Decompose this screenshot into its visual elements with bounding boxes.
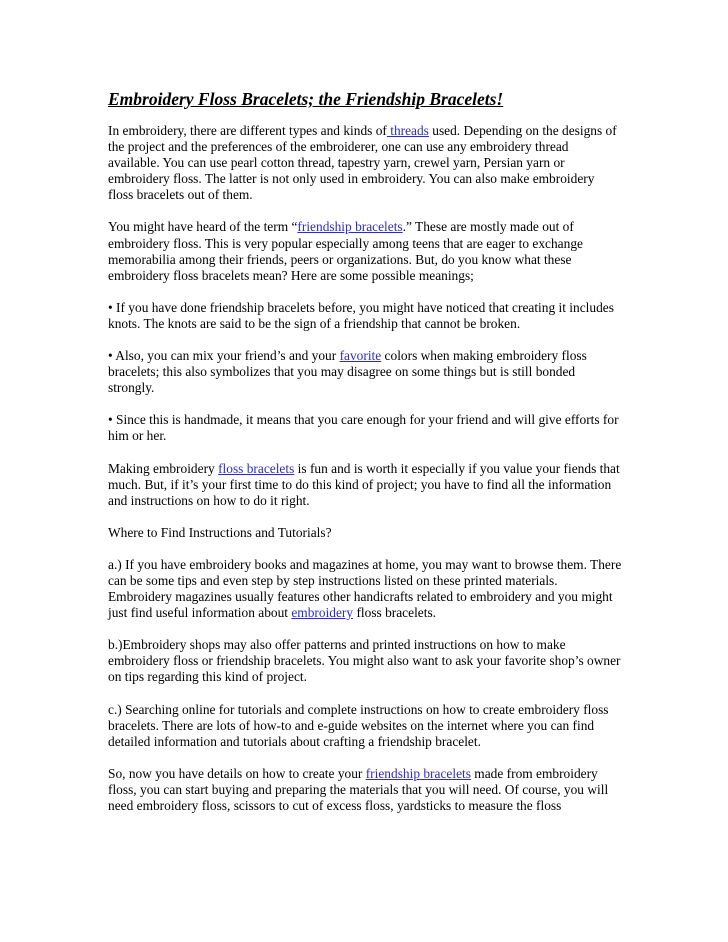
paragraph-conclusion-text-end: made from embroidery floss, you can start buying and preparing the materials that you will need. Of course, you will need embroidery floss, scissors to cut of excess floss, yardsticks to measure the floss bbox=[108, 765, 609, 813]
paragraph-friendship-term bbox=[108, 219, 623, 283]
link-threads[interactable]: threads bbox=[386, 123, 429, 138]
paragraph-shops: b.)Embroidery shops may also offer patterns and printed instructions on how to make embroidery floss or friendship bracelets. You might also want to ask your favorite shop’s owner on tips regarding this kind of project. bbox=[108, 637, 621, 685]
paragraph-bullet-knots: • If you have done friendship bracelets before, you might have noticed that creating it includes knots. The knots are said to be the sign of a friendship that cannot be broken. bbox=[108, 299, 614, 331]
paragraph-intro-text-start: In embroidery, there are different types and kinds of bbox=[108, 123, 387, 138]
paragraph-books-magazines-text-end: floss bracelets. bbox=[353, 605, 437, 621]
paragraph-bullet-colors-text-end: colors when making embroidery floss bracelets; this also symbolizes that you may disagree on some things but is still bonded strongly. bbox=[108, 348, 587, 396]
link-embroidery[interactable]: embroidery bbox=[291, 605, 354, 621]
paragraph-conclusion bbox=[108, 766, 623, 814]
link-favorite[interactable]: favorite bbox=[339, 348, 382, 364]
paragraph-intro bbox=[108, 123, 623, 203]
paragraph-making-text-end: is fun and is worth it especially if you value your fiends that much. But, if it’s your first time to do this kind of project; you have to find all the information and instructions on how to do it right. bbox=[108, 460, 620, 508]
link-friendship-bracelets[interactable]: friendship bracelets bbox=[297, 219, 403, 235]
document-page bbox=[108, 88, 623, 830]
paragraph-making bbox=[108, 461, 623, 509]
paragraph-bullet-colors-text-start: • Also, you can mix your friend’s and your bbox=[108, 348, 340, 364]
paragraph-conclusion-text-start: So, now you have details on how to create your bbox=[108, 765, 366, 781]
paragraph-intro-text-end: used. Depending on the designs of the project and the preferences of the embroiderer, one can use any embroidery thread available. You can use pearl cotton thread, tapestry yarn, crewel yarn, Persian yarn or embroidery floss. The latter is not only used in embroidery. You can also make embroidery floss bracelets out of them. bbox=[108, 123, 617, 203]
paragraph-online: c.) Searching online for tutorials and complete instructions on how to create embroidery floss bracelets. There are lots of how-to and e-guide websites on the internet where you can find detailed information and tutorials about crafting a friendship bracelet. bbox=[108, 701, 609, 749]
section-heading-instructions: Where to Find Instructions and Tutorials? bbox=[108, 524, 332, 540]
paragraph-books-magazines-text-start: a.) If you have embroidery books and magazines at home, you may want to browse them. There can be some tips and even step by step instructions listed on these printed materials. Embroidery magazines usually features other handicrafts related to embroidery and you might just find useful information about bbox=[108, 556, 622, 621]
document-title: Embroidery Floss Bracelets; the Friendship Bracelets! bbox=[108, 89, 504, 109]
paragraph-books-magazines bbox=[108, 557, 623, 621]
paragraph-friendship-term-text-end: .” These are mostly made out of embroidery floss. This is very popular especially among teens that are eager to exchange memorabilia among their friends, peers or organizations. But, do you know what these embroidery floss bracelets mean? Here are some possible meanings; bbox=[108, 219, 583, 283]
paragraph-bullet-handmade: • Since this is handmade, it means that you care enough for your friend and will give efforts for him or her. bbox=[108, 412, 619, 444]
paragraph-bullet-colors bbox=[108, 348, 623, 396]
link-floss-bracelets[interactable]: floss bracelets bbox=[218, 460, 295, 476]
paragraph-friendship-term-text-start: You might have heard of the term “ bbox=[108, 219, 298, 235]
paragraph-making-text-start: Making embroidery bbox=[108, 460, 219, 476]
link-friendship-bracelets-2[interactable]: friendship bracelets bbox=[365, 765, 471, 781]
